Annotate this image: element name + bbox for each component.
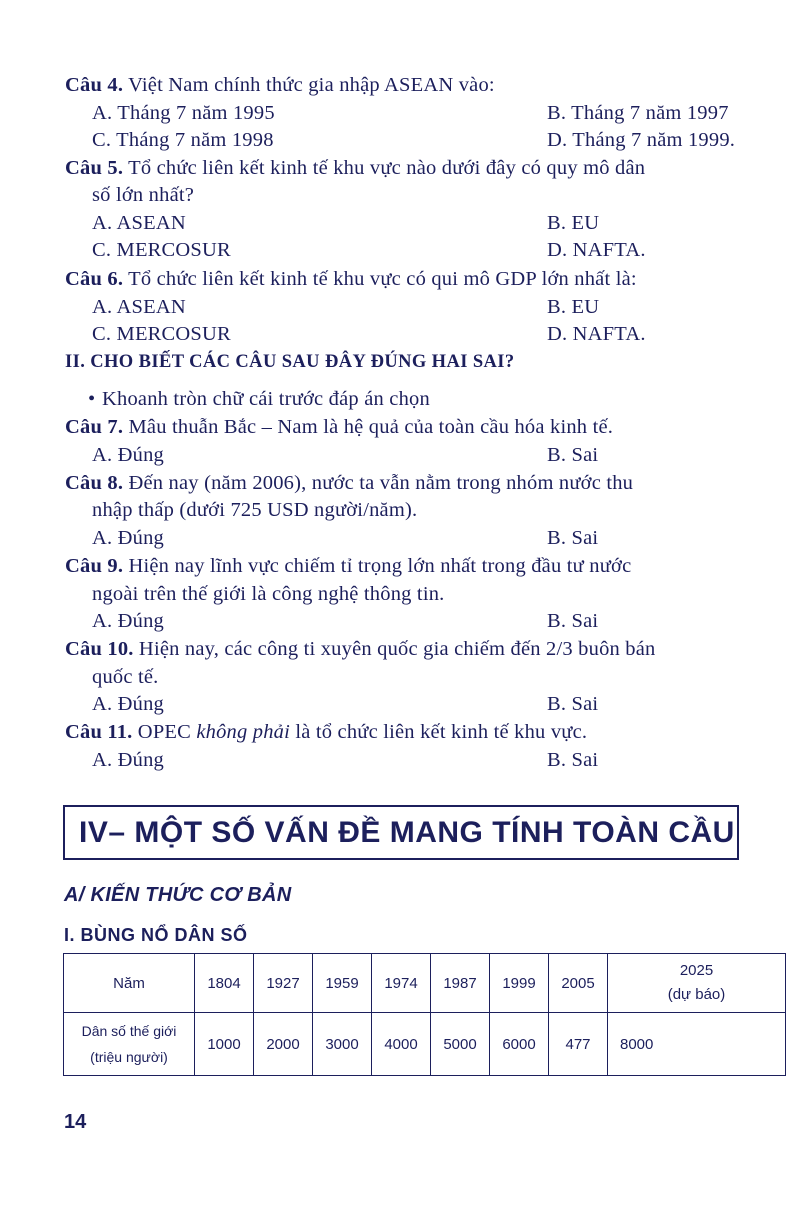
table-cell: 2005 <box>549 954 608 1013</box>
table-cell: 5000 <box>431 1013 490 1076</box>
option-d: D. NAFTA. <box>547 239 646 261</box>
question-text: Hiện nay, các công ti xuyên quốc gia chiếm đến 2/3 buôn bán <box>133 638 656 660</box>
subheading-basic-knowledge: A/ KIẾN THỨC CƠ BẢN <box>64 884 292 906</box>
question-text: Hiện nay lĩnh vực chiếm tỉ trọng lớn nhất trong đầu tư nước <box>123 555 632 577</box>
question-label: Câu 6. <box>65 268 124 290</box>
instruction-text: Khoanh tròn chữ cái trước đáp án chọn <box>102 388 430 410</box>
option-true: A. Đúng <box>92 749 165 771</box>
option-a: A. ASEAN <box>92 212 186 234</box>
question-label: Câu 4. <box>65 74 124 96</box>
bullet-icon: • <box>88 388 96 410</box>
chapter-banner: IV– MỘT SỐ VẤN ĐỀ MANG TÍNH TOÀN CẦU <box>63 805 739 860</box>
population-table <box>63 953 786 1076</box>
option-true: A. Đúng <box>92 610 165 632</box>
option-row <box>92 691 732 717</box>
table-cell: 6000 <box>490 1013 549 1076</box>
question-text: Tổ chức liên kết kinh tế khu vực nào dưới đây có quy mô dân <box>123 157 646 179</box>
option-false: B. Sai <box>547 749 599 771</box>
section-2-heading: II. CHO BIẾT CÁC CÂU SAU ĐÂY ĐÚNG HAI SAI? <box>65 352 515 372</box>
table-cell: 1804 <box>195 954 254 1013</box>
question-text: Mâu thuẫn Bắc – Nam là hệ quả của toàn cầu hóa kinh tế. <box>123 416 614 438</box>
last-year: 2025 <box>679 962 714 979</box>
page-number: 14 <box>64 1111 87 1133</box>
question-9 <box>65 553 631 579</box>
table-cell: 1974 <box>372 954 431 1013</box>
option-row <box>92 321 732 347</box>
table-cell: 1999 <box>490 954 549 1013</box>
question-label: Câu 10. <box>65 638 134 660</box>
subheading-population-boom: I. BÙNG NỔ DÂN SỐ <box>64 925 248 945</box>
table-cell <box>608 954 786 1013</box>
option-true: A. Đúng <box>92 444 165 466</box>
question-label: Câu 5. <box>65 157 124 179</box>
option-row <box>92 210 732 236</box>
table-cell: 4000 <box>372 1013 431 1076</box>
option-row <box>92 127 736 153</box>
instruction <box>88 386 430 412</box>
question-label: Câu 9. <box>65 555 124 577</box>
option-row <box>92 747 732 773</box>
option-false: B. Sai <box>547 610 599 632</box>
table-cell: 1987 <box>431 954 490 1013</box>
question-label: Câu 7. <box>65 416 124 438</box>
row-label-line-1: Dân số thế giới <box>81 1023 177 1039</box>
question-7 <box>65 414 613 440</box>
question-text-after: là tổ chức liên kết kinh tế khu vực. <box>290 721 588 743</box>
option-b: B. Tháng 7 năm 1997 <box>547 102 729 124</box>
table-row <box>64 954 786 1013</box>
table-row <box>64 1013 786 1076</box>
option-row <box>92 525 732 551</box>
row-label-line-2: (triệu người) <box>90 1049 168 1065</box>
question-label: Câu 11. <box>65 721 133 743</box>
option-d: D. NAFTA. <box>547 323 646 345</box>
option-false: B. Sai <box>547 527 599 549</box>
option-c: C. Tháng 7 năm 1998 <box>92 129 274 151</box>
question-text: Tổ chức liên kết kinh tế khu vực có qui mô GDP lớn nhất là: <box>123 268 637 290</box>
table-cell: 1959 <box>313 954 372 1013</box>
question-8 <box>65 470 633 496</box>
option-true: A. Đúng <box>92 527 165 549</box>
option-b: B. EU <box>547 212 600 234</box>
table-cell: 3000 <box>313 1013 372 1076</box>
option-a: A. ASEAN <box>92 296 186 318</box>
question-text-italic: không phải <box>196 721 291 743</box>
option-a: A. Tháng 7 năm 1995 <box>92 102 275 124</box>
option-false: B. Sai <box>547 693 599 715</box>
question-text-continued: ngoài trên thế giới là công nghệ thông tin. <box>92 583 445 605</box>
option-true: A. Đúng <box>92 693 165 715</box>
table-cell: 1000 <box>195 1013 254 1076</box>
question-label: Câu 8. <box>65 472 124 494</box>
option-row <box>92 442 732 468</box>
option-b: B. EU <box>547 296 600 318</box>
question-10 <box>65 636 656 662</box>
table-cell: 2000 <box>254 1013 313 1076</box>
question-5 <box>65 155 645 181</box>
question-text-before: OPEC <box>132 721 197 743</box>
option-d: D. Tháng 7 năm 1999. <box>547 129 736 151</box>
question-11 <box>65 719 587 745</box>
table-cell: 1927 <box>254 954 313 1013</box>
option-row <box>92 608 732 634</box>
table-cell: 477 <box>549 1013 608 1076</box>
option-c: C. MERCOSUR <box>92 323 231 345</box>
question-text-continued: số lớn nhất? <box>92 184 195 206</box>
question-text: Đến nay (năm 2006), nước ta vẫn nằm trong nhóm nước thu <box>123 472 634 494</box>
option-false: B. Sai <box>547 444 599 466</box>
option-row <box>92 100 732 126</box>
question-text-continued: quốc tế. <box>92 666 159 688</box>
option-row <box>92 237 732 263</box>
option-c: C. MERCOSUR <box>92 239 231 261</box>
question-4 <box>65 72 495 98</box>
option-row <box>92 294 732 320</box>
last-year-note: (dự báo) <box>667 986 726 1003</box>
question-6 <box>65 266 637 292</box>
question-text: Việt Nam chính thức gia nhập ASEAN vào: <box>123 74 495 96</box>
table-header-cell: Năm <box>64 954 195 1013</box>
table-cell: 8000 <box>608 1013 786 1076</box>
question-text-continued: nhập thấp (dưới 725 USD người/năm). <box>92 499 418 521</box>
table-header-cell <box>64 1013 195 1076</box>
